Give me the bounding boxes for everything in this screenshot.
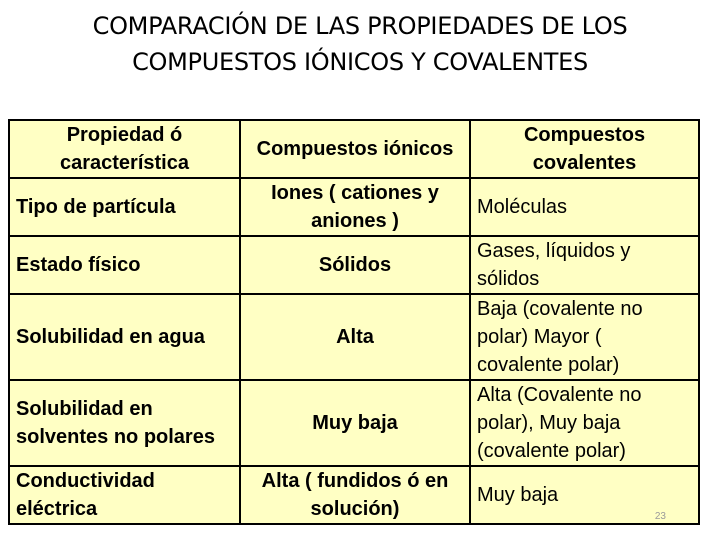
header-property: Propiedad ó característica <box>9 120 240 178</box>
ionic-cell: Muy baja <box>240 380 470 466</box>
comparison-table <box>8 119 700 525</box>
table-row <box>9 294 699 380</box>
table-row <box>9 466 699 524</box>
table-header-row <box>9 120 699 178</box>
ionic-cell: Alta ( fundidos ó en solución) <box>240 466 470 524</box>
covalent-cell: Moléculas <box>470 178 699 236</box>
title-line-2: COMPUESTOS IÓNICOS Y COVALENTES <box>132 48 588 76</box>
ionic-cell: Sólidos <box>240 236 470 294</box>
slide-title <box>0 8 720 80</box>
covalent-cell: Baja (covalente no polar) Mayor ( covalente polar) <box>470 294 699 380</box>
covalent-cell: Gases, líquidos y sólidos <box>470 236 699 294</box>
covalent-cell: Muy baja <box>470 466 699 524</box>
header-covalent: Compuestos covalentes <box>470 120 699 178</box>
property-cell: Tipo de partícula <box>9 178 240 236</box>
property-cell: Solubilidad en solventes no polares <box>9 380 240 466</box>
table-row <box>9 380 699 466</box>
slide-number: 23 <box>654 511 666 522</box>
header-ionic: Compuestos iónicos <box>240 120 470 178</box>
table-row <box>9 178 699 236</box>
property-cell: Conductividad eléctrica <box>9 466 240 524</box>
table-row <box>9 236 699 294</box>
ionic-cell: Iones ( cationes y aniones ) <box>240 178 470 236</box>
property-cell: Estado físico <box>9 236 240 294</box>
property-cell: Solubilidad en agua <box>9 294 240 380</box>
title-line-1: COMPARACIÓN DE LAS PROPIEDADES DE LOS <box>92 12 628 40</box>
ionic-cell: Alta <box>240 294 470 380</box>
covalent-cell: Alta (Covalente no polar), Muy baja (covalente polar) <box>470 380 699 466</box>
